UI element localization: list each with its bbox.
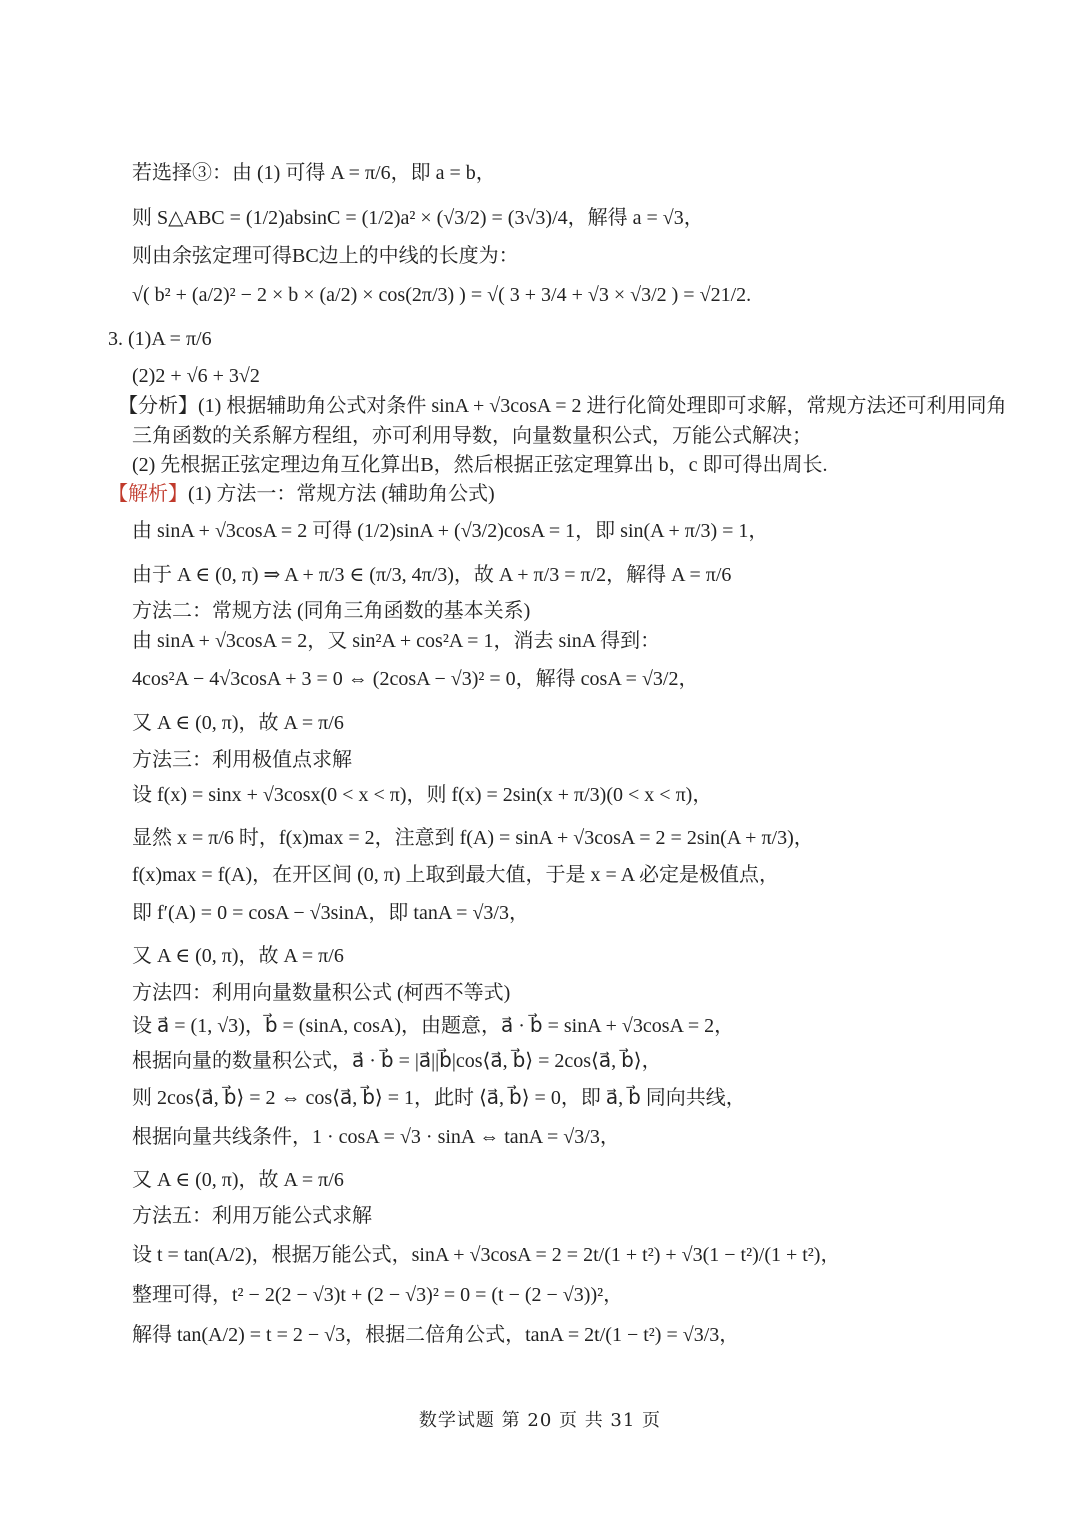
- text-line-content: (1) 方法一：常规方法 (辅助角公式): [188, 483, 495, 505]
- text-line: [132, 243, 519, 269]
- text-line: [132, 1203, 372, 1229]
- text-line: [132, 1167, 344, 1193]
- text-line: [132, 862, 779, 888]
- text-line: [132, 782, 712, 808]
- text-line-content: f(x)max = f(A)，在开区间 (0, π) 上取到最大值，于是 x = A 必定是极值点，: [132, 864, 780, 886]
- text-line: [108, 481, 495, 507]
- text-line: [132, 1048, 662, 1074]
- text-line: [132, 1124, 620, 1150]
- text-line: [132, 1242, 840, 1268]
- text-line: [132, 282, 751, 308]
- text-line: [108, 393, 1007, 419]
- text-line: [132, 518, 768, 544]
- text-line: [132, 943, 344, 969]
- text-line: [132, 1322, 739, 1348]
- text-line-content: 又 A ∈ (0, π)，故 A = π/6: [132, 712, 344, 734]
- text-line-content: 三角函数的关系解方程组，亦可利用导数，向量数量积公式，万能公式解决；: [132, 425, 812, 447]
- text-line: [132, 1085, 746, 1111]
- text-line: [132, 1282, 623, 1308]
- text-line-content: 又 A ∈ (0, π)，故 A = π/6: [132, 945, 344, 967]
- text-line: [132, 710, 344, 736]
- text-line: [132, 562, 731, 588]
- text-line-content: 方法五：利用万能公式求解: [132, 1205, 372, 1227]
- text-line-content: 解得 tan(A/2) = t = 2 − √3，根据二倍角公式，tanA = 2t/(1 − t²) = √3/3，: [132, 1324, 740, 1346]
- text-line-content: 根据向量的数量积公式，a⃗ · b⃗ = |a⃗||b⃗|cos⟨a⃗, b⃗⟩ = 2cos⟨a⃗, b⃗⟩，: [132, 1050, 662, 1072]
- text-line-content: 又 A ∈ (0, π)，故 A = π/6: [132, 1169, 344, 1191]
- text-line-content: 根据向量共线条件，1 · cosA = √3 · sinA ⇔ tanA = √3/3，: [132, 1126, 620, 1148]
- text-line: [132, 747, 352, 773]
- text-line: [132, 205, 704, 231]
- text-line-content: 显然 x = π/6 时，f(x)max = 2，注意到 f(A) = sinA + √3cosA = 2 = 2sin(A + π/3)，: [132, 827, 814, 849]
- text-line-content: √( b² + (a/2)² − 2 × b × (a/2) × cos(2π/3) ) = √( 3 + 3/4 + √3 × √3/2 ) = √21/2.: [132, 284, 752, 306]
- text-line-content: 4cos²A − 4√3cosA + 3 = 0 ⇔ (2cosA − √3)² = 0，解得 cosA = √3/2，: [132, 668, 699, 690]
- text-line: [132, 423, 812, 449]
- text-line-content: 由 sinA + √3cosA = 2 可得 (1/2)sinA + (√3/2)cosA = 1，即 sin(A + π/3) = 1，: [132, 520, 769, 542]
- text-line: [132, 980, 510, 1006]
- text-line-content: 若选择③：由 (1) 可得 A = π/6，即 a = b，: [132, 162, 496, 184]
- text-line-content: 方法四：利用向量数量积公式 (柯西不等式): [132, 982, 511, 1004]
- page-footer: 数学试题 第 20 页 共 31 页: [418, 1410, 662, 1431]
- text-line: [132, 900, 529, 926]
- text-line: [132, 598, 530, 624]
- text-line: [132, 666, 698, 692]
- text-line-content: 则 2cos⟨a⃗, b⃗⟩ = 2 ⇔ cos⟨a⃗, b⃗⟩ = 1，此时 ⟨a⃗, b⃗⟩ = 0，即 a⃗, b⃗ 同向共线，: [132, 1087, 746, 1109]
- text-line-content: 设 t = tan(A/2)，根据万能公式，sinA + √3cosA = 2 = 2t/(1 + t²) + √3(1 − t²)/(1 + t²)，: [132, 1244, 841, 1266]
- text-line-content: 则 S△ABC = (1/2)absinC = (1/2)a² × (√3/2) = (3√3)/4，解得 a = √3，: [132, 207, 704, 229]
- text-line-content: 方法三：利用极值点求解: [132, 749, 352, 771]
- text-line: [132, 825, 814, 851]
- text-line: [132, 452, 828, 478]
- text-line: [132, 363, 260, 389]
- text-line-content: (2) 先根据正弦定理边角互化算出B，然后根据正弦定理算出 b，c 即可得出周长.: [132, 454, 828, 476]
- text-line-content: (2)2 + √6 + 3√2: [132, 365, 260, 387]
- text-line-content: 设 f(x) = sinx + √3cosx(0 < x < π)，则 f(x) = 2sin(x + π/3)(0 < x < π)，: [132, 784, 713, 806]
- text-line-content: 即 f′(A) = 0 = cosA − √3sinA，即 tanA = √3/3，: [132, 902, 529, 924]
- text-line: [132, 160, 496, 186]
- text-line-content: 3. (1)A = π/6: [108, 328, 212, 350]
- text-line: [108, 326, 212, 352]
- text-line-content: 由于 A ∈ (0, π) ⇒ A + π/3 ∈ (π/3, 4π/3)，故 A + π/3 = π/2，解得 A = π/6: [132, 564, 732, 586]
- text-line: [132, 1013, 734, 1039]
- text-line-content: 设 a⃗ = (1, √3)，b⃗ = (sinA, cosA)，由题意，a⃗ · b⃗ = sinA + √3cosA = 2，: [132, 1015, 735, 1037]
- section-label: 【解析】: [108, 483, 188, 505]
- text-line-content: 由 sinA + √3cosA = 2，又 sin²A + cos²A = 1，消去 sinA 得到：: [132, 630, 661, 652]
- text-line: [132, 628, 660, 654]
- text-line-content: 【分析】(1) 根据辅助角公式对条件 sinA + √3cosA = 2 进行化简处理即可求解，常规方法还可利用同角: [108, 395, 1007, 417]
- text-line-content: 方法二：常规方法 (同角三角函数的基本关系): [132, 600, 531, 622]
- text-line-content: 则由余弦定理可得BC边上的中线的长度为：: [132, 245, 519, 267]
- text-line-content: 整理可得，t² − 2(2 − √3)t + (2 − √3)² = 0 = (t − (2 − √3))²，: [132, 1284, 624, 1306]
